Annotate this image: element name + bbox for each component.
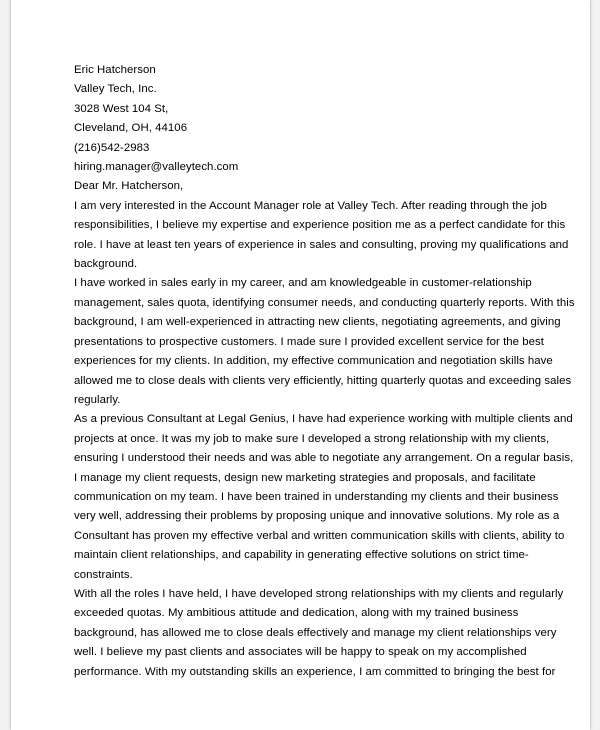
paragraph-line: I have worked in sales early in my career, and am knowledgeable in customer-relationship (74, 277, 532, 290)
paragraph-line: experiences for my clients. In addition, my effective communication and negotiation skills have (74, 355, 553, 368)
paragraph-line: As a previous Consultant at Legal Genius, I have had experience working with multiple clients and (74, 413, 573, 426)
recipient-name: Eric Hatcherson (74, 64, 156, 76)
recipient-company: Valley Tech, Inc. (74, 83, 157, 96)
paragraph-line: regularly. (74, 393, 121, 406)
paragraph-line: presentations to prospective customers. I made sure I provided excellent service for the best (74, 335, 544, 348)
paragraph-4 (74, 585, 564, 682)
document-page (11, 0, 590, 730)
recipient-email: hiring.manager@valleytech.com (74, 161, 239, 174)
paragraph-line: management, sales quota, identifying consumer needs, and conducting quarterly reports. With this (74, 296, 575, 309)
paragraph-line: responsibilities, I believe my expertise and experience position me as a perfect candidate for this (74, 219, 566, 232)
paragraph-2 (74, 274, 575, 410)
paragraph-line: performance. With my outstanding skills an experience, I am committed to bringing the best for (74, 665, 556, 678)
recipient-phone: (216)542-2983 (74, 141, 150, 154)
recipient-address-block (74, 61, 564, 177)
paragraph-line: allowed me to close deals with clients very efficiently, hitting quarterly quotas and exceeding sales (74, 374, 572, 387)
paragraph-line: exceeded quotas. My ambitious attitude and dedication, along with my trained business (74, 607, 519, 620)
paragraph-line: background, has allowed me to close deals effectively and manage my client relationships very (74, 626, 557, 639)
paragraph-line: very well, addressing their problems by proposing unique and innovative solutions. My role as a (74, 510, 560, 523)
paragraph-line: ensuring I understood their needs and was able to negotiate any arrangement. On a regular basis, (74, 452, 574, 465)
recipient-city-state-zip: Cleveland, OH, 44106 (74, 122, 188, 135)
paragraph-line: background. (74, 258, 138, 271)
paragraph-line: projects at once. It was my job to make sure I developed a strong relationship with my clients, (74, 432, 550, 445)
recipient-street: 3028 West 104 St, (74, 102, 169, 115)
paragraph-3 (74, 410, 574, 585)
salutation: Dear Mr. Hatcherson, (74, 180, 184, 193)
cover-letter-body (74, 61, 575, 682)
paragraph-1 (74, 197, 569, 275)
paragraph-line: background, I am well-experienced in attracting new clients, negotiating agreements, and giving (74, 316, 561, 329)
paragraph-line: constraints. (74, 568, 133, 581)
paragraph-line: maintain client relationships, and capability in generating effective solutions on strict time- (74, 549, 529, 562)
paragraph-line: well. I believe my past clients and associates will be happy to speak on my accomplished (74, 646, 527, 659)
paragraph-line: communication on my team. I have been trained in understanding my clients and their business (74, 490, 559, 503)
paragraph-line: With all the roles I have held, I have developed strong relationships with my clients and regularly (74, 587, 564, 600)
paragraph-line: Consultant has proven my effective verbal and written communication skills with clients, ability to (74, 529, 565, 542)
paragraph-line: I manage my client requests, design new marketing strategies and proposals, and facilitate (74, 471, 536, 484)
paragraph-line: I am very interested in the Account Manager role at Valley Tech. After reading through the job (74, 199, 547, 212)
paragraph-line: role. I have at least ten years of experience in sales and consulting, proving my qualifications and (74, 238, 569, 251)
